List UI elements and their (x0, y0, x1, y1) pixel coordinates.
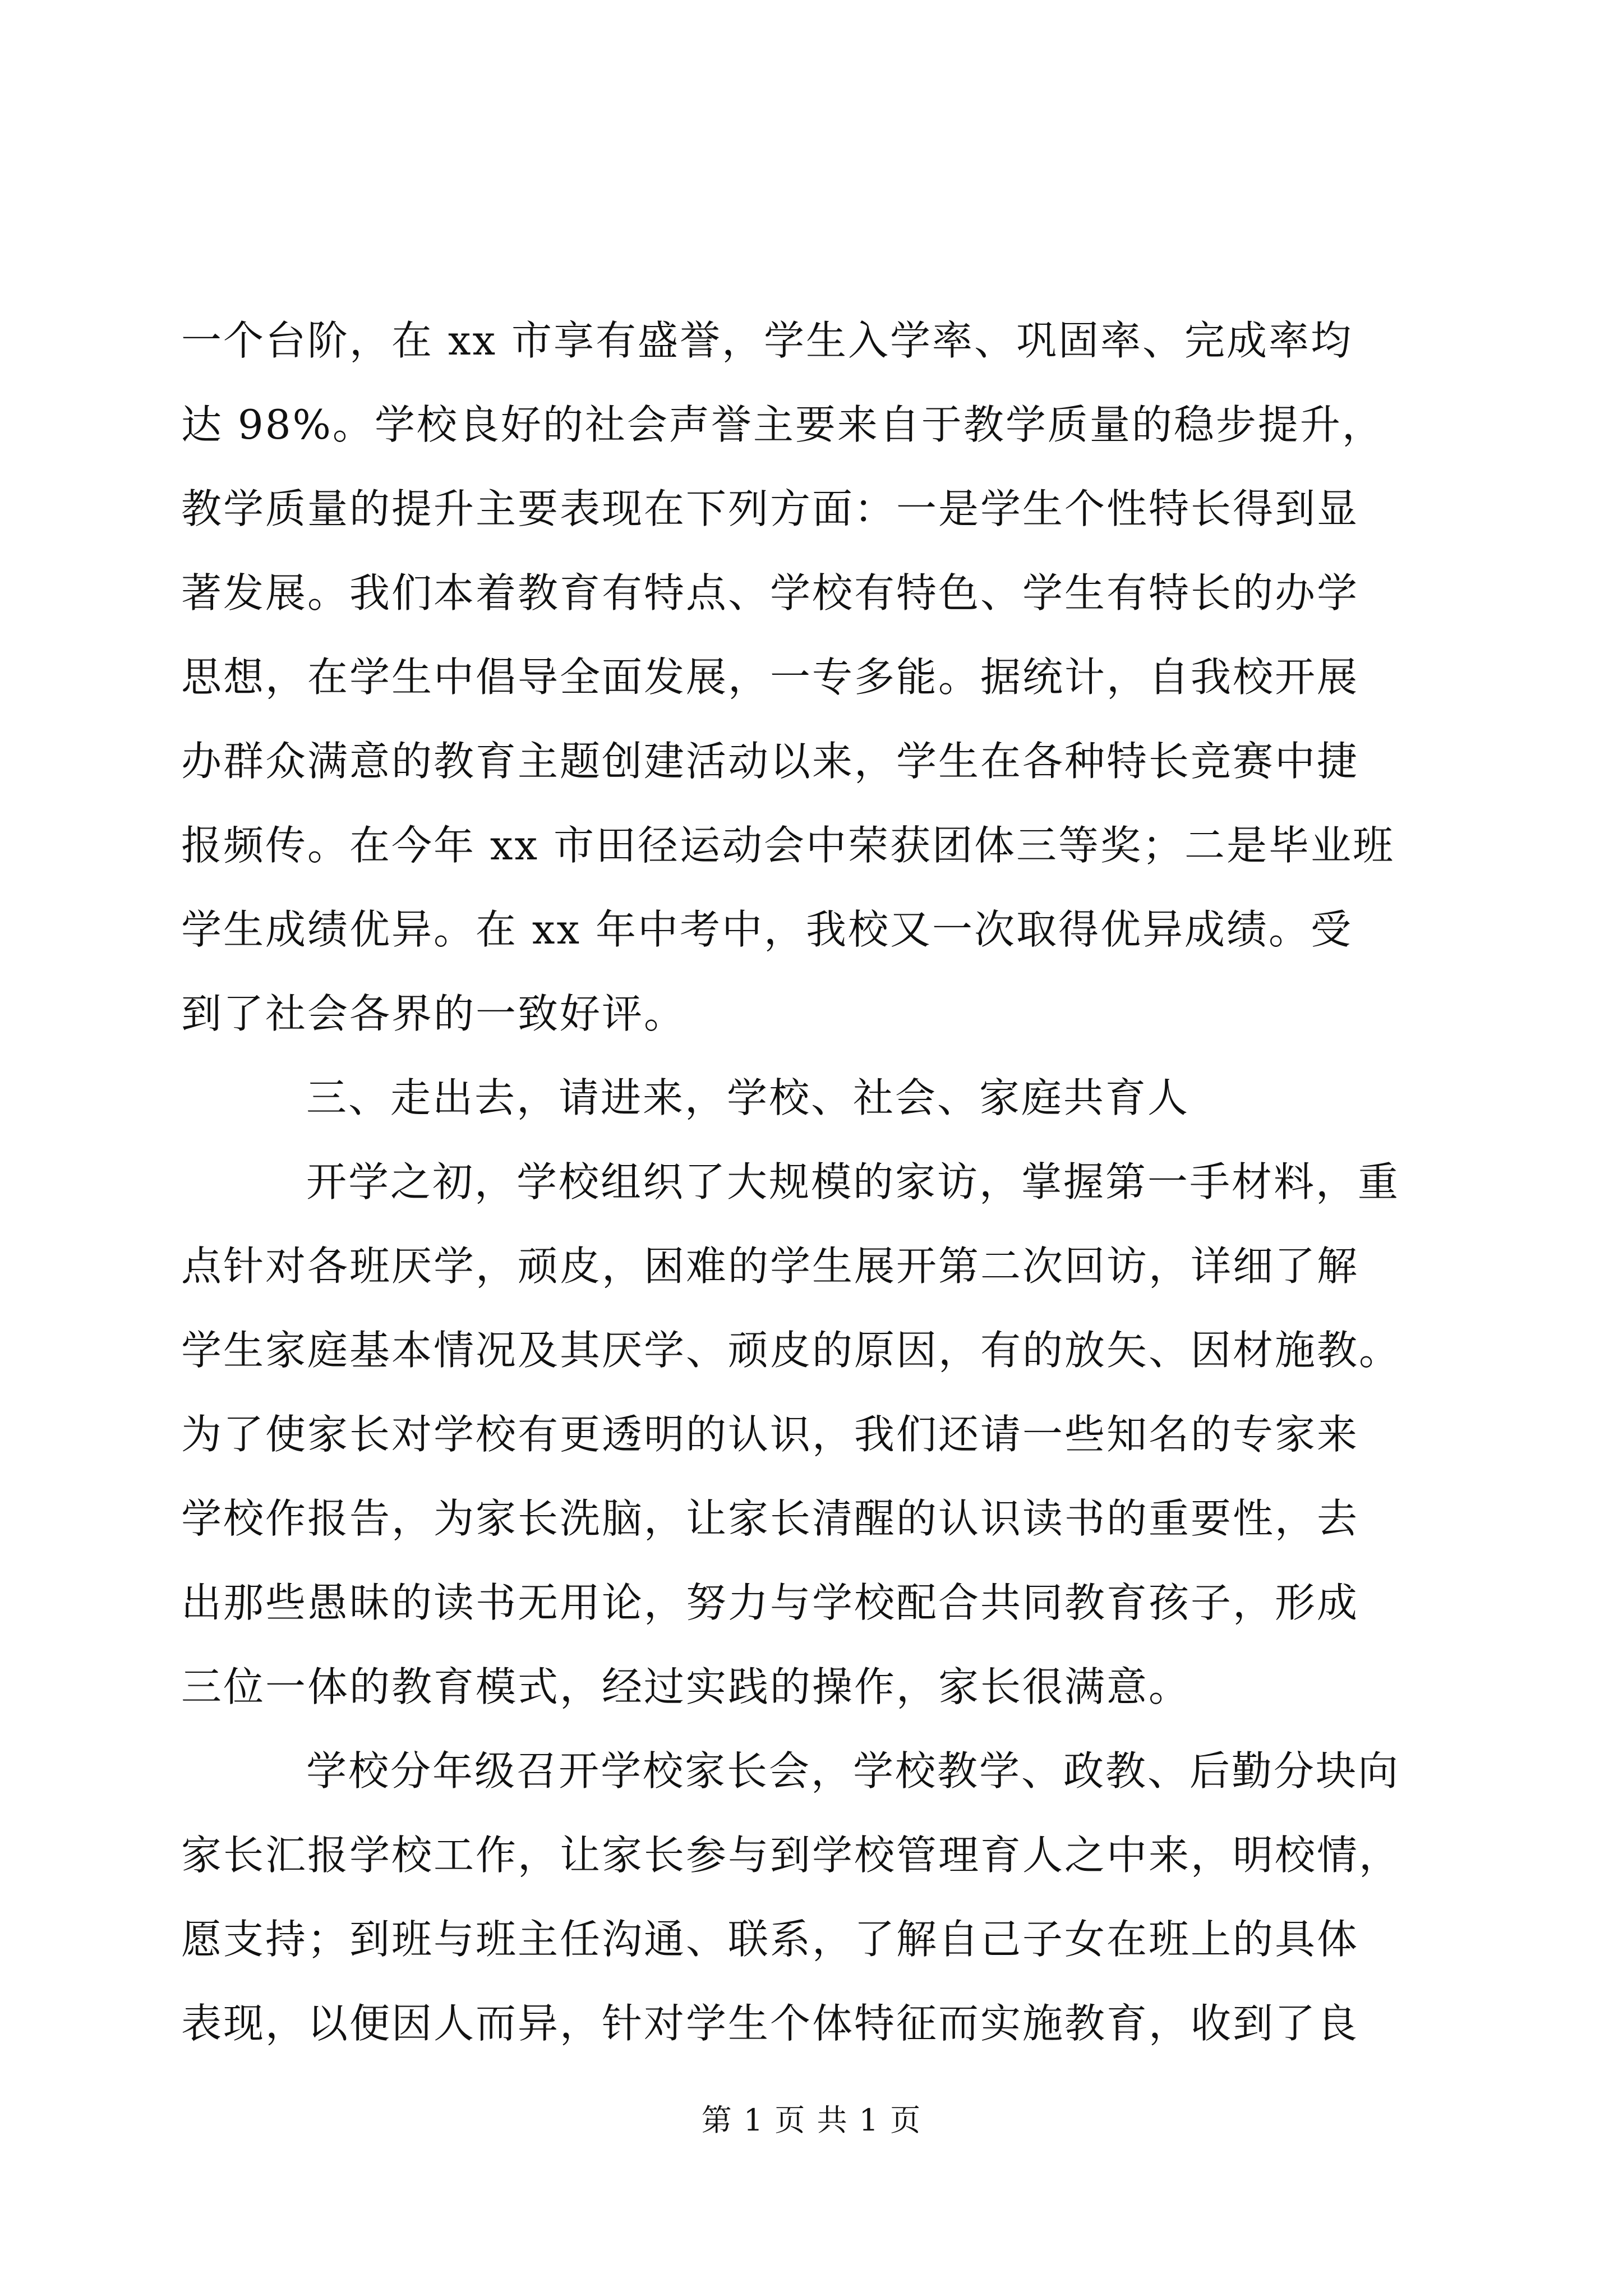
text-line: 开学之初，学校组织了大规模的家访，掌握第一手材料，重 (306, 1158, 1400, 1205)
text-line: 达 98%。学校良好的社会声誉主要来自于教学质量的稳步提升， (181, 401, 1384, 448)
text-line: 表现，以便因人而异，针对学生个体特征而实施教育，收到了良 (181, 2000, 1359, 2047)
text-line: 为了使家长对学校有更透明的认识，我们还请一些知名的专家来 (181, 1411, 1359, 1458)
text-line: 出那些愚昧的读书无用论，努力与学校配合共同教育孩子，形成 (181, 1579, 1359, 1626)
text-line: 学生成绩优异。在 xx 年中考中，我校又一次取得优异成绩。受 (181, 906, 1353, 953)
text-line: 三、走出去，请进来，学校、社会、家庭共育人 (306, 1074, 1190, 1121)
text-line: 一个台阶，在 xx 市享有盛誉，学生入学率、巩固率、完成率均 (181, 317, 1353, 364)
text-line: 三位一体的教育模式，经过实践的操作，家长很满意。 (181, 1663, 1191, 1710)
text-line: 著发展。我们本着教育有特点、学校有特色、学生有特长的办学 (181, 569, 1359, 616)
text-line: 办群众满意的教育主题创建活动以来，学生在各种特长竞赛中捷 (181, 738, 1359, 785)
text-line: 家长汇报学校工作，让家长参与到学校管理育人之中来，明校情， (181, 1832, 1401, 1879)
text-line: 思想，在学生中倡导全面发展，一专多能。据统计，自我校开展 (181, 654, 1359, 701)
text-line: 愿支持；到班与班主任沟通、联系，了解自己子女在班上的具体 (181, 1916, 1359, 1963)
text-line: 学校作报告，为家长洗脑，让家长清醒的认识读书的重要性，去 (181, 1495, 1359, 1542)
text-line: 学校分年级召开学校家长会，学校教学、政教、后勤分块向 (306, 1747, 1400, 1795)
text-line: 教学质量的提升主要表现在下列方面：一是学生个性特长得到显 (181, 485, 1359, 532)
page-footer: 第 1 页 共 1 页 (701, 2102, 922, 2138)
text-line: 点针对各班厌学，顽皮，困难的学生展开第二次回访，详细了解 (181, 1243, 1359, 1290)
text-line: 学生家庭基本情况及其厌学、顽皮的原因，有的放矢、因材施教。 (181, 1327, 1401, 1374)
text-line: 报频传。在今年 xx 市田径运动会中荣获团体三等奖；二是毕业班 (181, 822, 1395, 869)
body-text (181, 298, 1449, 2065)
text-line: 到了社会各界的一致好评。 (181, 990, 686, 1037)
